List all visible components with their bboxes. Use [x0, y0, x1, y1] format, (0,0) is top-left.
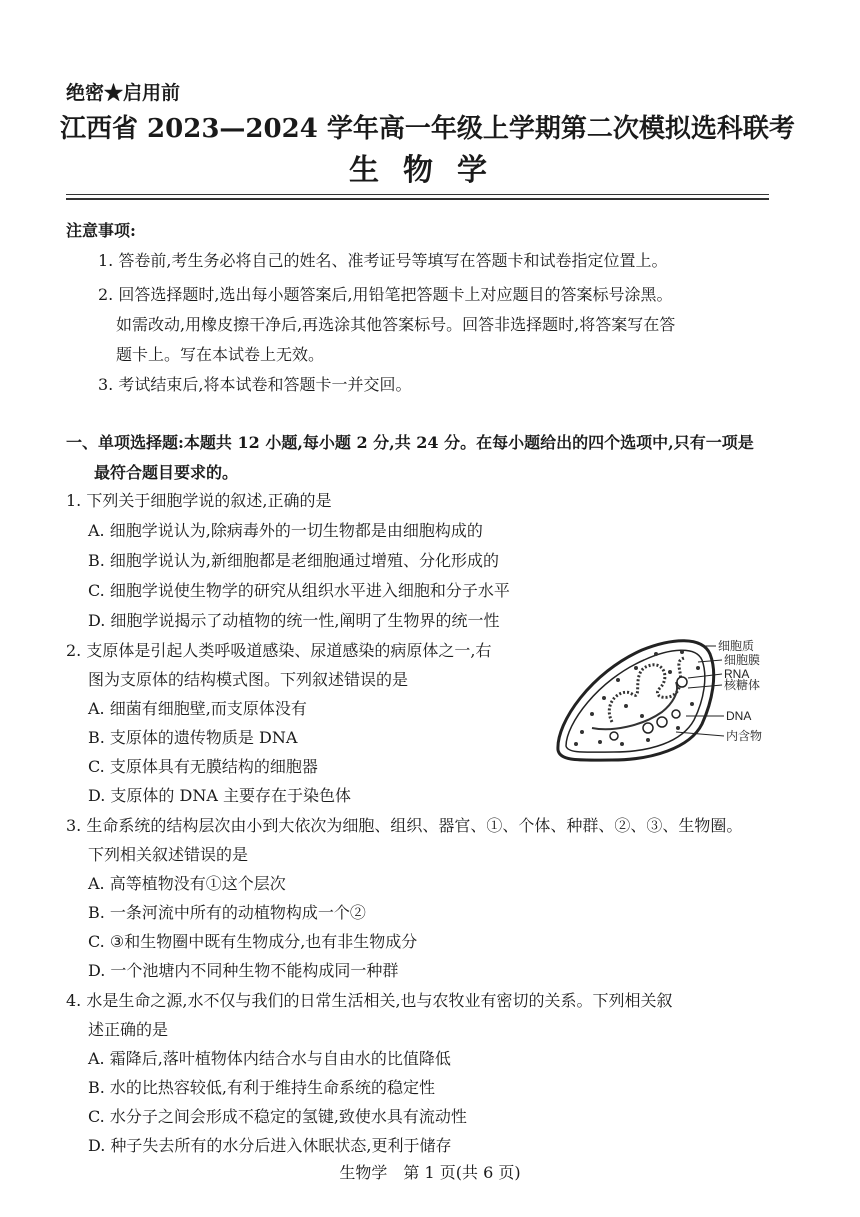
subject-title: 生物学 [349, 153, 511, 188]
option-c: C. 水分子之间会形成不稳定的氢键,致使水具有流动性 [88, 1107, 467, 1126]
header-divider-thick [66, 198, 769, 200]
label-ribosome: 核糖体 [724, 678, 761, 692]
mycoplasma-diagram [552, 632, 792, 772]
option-c: C. ③和生物圈中既有生物成分,也有非生物成分 [88, 932, 418, 951]
label-rna: RNA [724, 667, 750, 681]
option-a: A. 细菌有细胞壁,而支原体没有 [88, 699, 307, 718]
label-dna: DNA [726, 709, 752, 723]
label-inclusion: 内含物 [726, 729, 763, 743]
ribosome-dots [574, 650, 700, 746]
question-stem-cont: 下列相关叙述错误的是 [88, 845, 249, 864]
option-c: C. 支原体具有无膜结构的细胞器 [88, 757, 318, 776]
option-b: B. 支原体的遗传物质是 DNA [88, 728, 298, 747]
label-cytoplasm: 细胞质 [718, 639, 755, 653]
note-item: 如需改动,用橡皮擦干净后,再选涂其他答案标号。回答非选择题时,将答案写在答 [116, 315, 676, 334]
question-stem-cont: 述正确的是 [88, 1020, 169, 1039]
cell-membrane-outline [558, 641, 714, 760]
note-item: 1. 答卷前,考生务必将自己的姓名、准考证号等填写在答题卡和试卷指定位置上。 [98, 251, 668, 270]
option-a: A. 高等植物没有①这个层次 [88, 874, 286, 893]
label-membrane: 细胞膜 [724, 653, 761, 667]
option-d: D. 一个池塘内不同种生物不能构成同一种群 [88, 961, 399, 980]
option-d: D. 细胞学说揭示了动植物的统一性,阐明了生物界的统一性 [88, 611, 500, 630]
exam-title: 江西省 2023—2024 学年高一年级上学期第二次模拟选科联考 [60, 114, 795, 144]
question-stem: 4. 水是生命之源,水不仅与我们的日常生活相关,也与农牧业有密切的关系。下列相关叙 [66, 991, 673, 1010]
question-stem: 3. 生命系统的结构层次由小到大依次为细胞、组织、器官、①、个体、种群、②、③、生物圈。 [66, 816, 743, 835]
option-d: D. 种子失去所有的水分后进入休眠状态,更利于储存 [88, 1136, 452, 1155]
cytoplasm-outline [566, 650, 705, 752]
question-stem: 2. 支原体是引起人类呼吸道感染、尿道感染的病原体之一,右 [66, 641, 492, 660]
option-c: C. 细胞学说使生物学的研究从组织水平进入细胞和分子水平 [88, 581, 510, 600]
section-heading-cont: 最符合题目要求的。 [94, 463, 239, 482]
confidential-mark: 绝密★启用前 [66, 82, 181, 104]
header-divider [66, 194, 769, 195]
notes-heading: 注意事项: [66, 221, 136, 240]
question-stem-cont: 图为支原体的结构模式图。下列叙述错误的是 [88, 670, 409, 689]
option-d: D. 支原体的 DNA 主要存在于染色体 [88, 786, 351, 805]
option-a: A. 细胞学说认为,除病毒外的一切生物都是由细胞构成的 [88, 521, 483, 540]
note-item: 2. 回答选择题时,选出每小题答案后,用铅笔把答题卡上对应题目的答案标号涂黑。 [98, 285, 673, 304]
option-b: B. 一条河流中所有的动植物构成一个② [88, 903, 366, 922]
option-a: A. 霜降后,落叶植物体内结合水与自由水的比值降低 [88, 1049, 451, 1068]
option-b: B. 水的比热容较低,有利于维持生命系统的稳定性 [88, 1078, 436, 1097]
note-item: 题卡上。写在本试卷上无效。 [116, 345, 325, 364]
section-heading: 一、单项选择题:本题共 12 小题,每小题 2 分,共 24 分。在每小题给出的四个选项中,只有一项是 [66, 433, 754, 452]
page-footer: 生物学 第 1 页(共 6 页) [339, 1163, 521, 1182]
note-item: 3. 考试结束后,将本试卷和答题卡一并交回。 [98, 375, 412, 394]
question-stem: 1. 下列关于细胞学说的叙述,正确的是 [66, 491, 332, 510]
inclusion-bodies [610, 677, 687, 740]
option-b: B. 细胞学说认为,新细胞都是老细胞通过增殖、分化形成的 [88, 551, 500, 570]
